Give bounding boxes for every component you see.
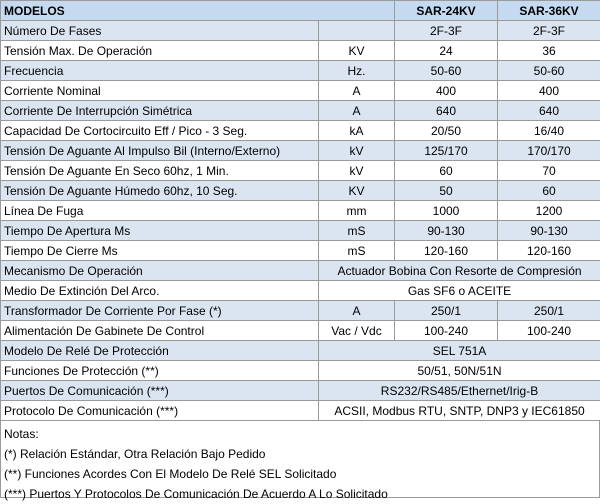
row-unit: KV	[319, 181, 395, 201]
row-value-merged: ACSII, Modbus RTU, SNTP, DNP3 y IEC61850	[319, 401, 600, 421]
header-model-36kv: SAR-36KV	[498, 1, 600, 21]
note-item: (***) Puertos Y Protocolos De Comunicación De Acuerdo A Lo Solicitado	[4, 484, 596, 504]
row-value-36kv: 100-240	[498, 321, 600, 341]
table-row	[1, 121, 600, 141]
row-label: Funciones De Protección (**)	[1, 361, 319, 381]
row-value-merged: SEL 751A	[319, 341, 600, 361]
row-value-24kv: 20/50	[395, 121, 498, 141]
row-value-24kv: 50	[395, 181, 498, 201]
row-value-24kv: 24	[395, 41, 498, 61]
row-value-36kv: 400	[498, 81, 600, 101]
notes-title: Notas:	[4, 424, 596, 444]
row-value-24kv: 50-60	[395, 61, 498, 81]
row-unit: KV	[319, 41, 395, 61]
table-row	[1, 61, 600, 81]
row-label: Tiempo De Apertura Ms	[1, 221, 319, 241]
row-label: Tensión De Aguante Al Impulso Bil (Interno/Externo)	[1, 141, 319, 161]
row-unit: mS	[319, 221, 395, 241]
row-label: Número De Fases	[1, 21, 319, 41]
row-value-36kv: 120-160	[498, 241, 600, 261]
row-value-24kv: 250/1	[395, 301, 498, 321]
row-value-36kv: 60	[498, 181, 600, 201]
row-value-merged: Actuador Bobina Con Resorte de Compresión	[319, 261, 600, 281]
row-value-24kv: 640	[395, 101, 498, 121]
row-value-24kv: 60	[395, 161, 498, 181]
header-label: MODELOS	[1, 1, 395, 21]
row-label: Corriente Nominal	[1, 81, 319, 101]
table-row	[1, 161, 600, 181]
table-row	[1, 201, 600, 221]
row-value-merged: RS232/RS485/Ethernet/Irig-B	[319, 381, 600, 401]
table-row	[1, 21, 600, 41]
header-model-24kv: SAR-24KV	[395, 1, 498, 21]
row-value-24kv: 90-130	[395, 221, 498, 241]
row-value-36kv: 170/170	[498, 141, 600, 161]
row-value-24kv: 1000	[395, 201, 498, 221]
table-row	[1, 321, 600, 341]
table-row	[1, 341, 600, 361]
row-label: Frecuencia	[1, 61, 319, 81]
row-value-36kv: 1200	[498, 201, 600, 221]
row-label: Corriente De Interrupción Simétrica	[1, 101, 319, 121]
row-value-24kv: 100-240	[395, 321, 498, 341]
row-unit: A	[319, 301, 395, 321]
row-unit: kV	[319, 161, 395, 181]
row-unit: kV	[319, 141, 395, 161]
row-unit	[319, 21, 395, 41]
row-value-36kv: 70	[498, 161, 600, 181]
row-unit: mS	[319, 241, 395, 261]
table-row	[1, 181, 600, 201]
table-row	[1, 241, 600, 261]
row-label: Transformador De Corriente Por Fase (*)	[1, 301, 319, 321]
table-row	[1, 401, 600, 421]
row-value-36kv: 640	[498, 101, 600, 121]
table-row	[1, 301, 600, 321]
row-label: Tensión De Aguante Húmedo 60hz, 10 Seg.	[1, 181, 319, 201]
table-row	[1, 281, 600, 301]
table-row	[1, 261, 600, 281]
row-value-24kv: 125/170	[395, 141, 498, 161]
row-value-36kv: 36	[498, 41, 600, 61]
note-item: (*) Relación Estándar, Otra Relación Bajo Pedido	[4, 444, 596, 464]
header-row	[1, 1, 600, 21]
row-label: Capacidad De Cortocircuito Eff / Pico - 3 Seg.	[1, 121, 319, 141]
row-value-36kv: 16/40	[498, 121, 600, 141]
table-row	[1, 381, 600, 401]
row-label: Puertos De Comunicación (***)	[1, 381, 319, 401]
row-label: Mecanismo De Operación	[1, 261, 319, 281]
row-unit: Hz.	[319, 61, 395, 81]
row-value-merged: 50/51, 50N/51N	[319, 361, 600, 381]
row-label: Tensión Max. De Operación	[1, 41, 319, 61]
row-value-36kv: 90-130	[498, 221, 600, 241]
row-value-24kv: 120-160	[395, 241, 498, 261]
row-value-merged: Gas SF6 o ACEITE	[319, 281, 600, 301]
row-label: Medio De Extinción Del Arco.	[1, 281, 319, 301]
row-value-24kv: 2F-3F	[395, 21, 498, 41]
note-item: (**) Funciones Acordes Con El Modelo De Relé SEL Solicitado	[4, 464, 596, 484]
row-unit: kA	[319, 121, 395, 141]
row-unit: mm	[319, 201, 395, 221]
row-label: Tiempo De Cierre Ms	[1, 241, 319, 261]
table-row	[1, 41, 600, 61]
row-label: Alimentación De Gabinete De Control	[1, 321, 319, 341]
notes-section	[0, 421, 600, 498]
row-label: Tensión De Aguante En Seco 60hz, 1 Min.	[1, 161, 319, 181]
row-label: Protocolo De Comunicación (***)	[1, 401, 319, 421]
row-value-36kv: 250/1	[498, 301, 600, 321]
row-unit: Vac / Vdc	[319, 321, 395, 341]
table-row	[1, 101, 600, 121]
row-unit: A	[319, 101, 395, 121]
table-row	[1, 221, 600, 241]
row-unit: A	[319, 81, 395, 101]
table-row	[1, 81, 600, 101]
row-value-36kv: 2F-3F	[498, 21, 600, 41]
row-value-36kv: 50-60	[498, 61, 600, 81]
row-label: Modelo De Relé De Protección	[1, 341, 319, 361]
row-value-24kv: 400	[395, 81, 498, 101]
table-row	[1, 361, 600, 381]
table-row	[1, 141, 600, 161]
row-label: Línea De Fuga	[1, 201, 319, 221]
